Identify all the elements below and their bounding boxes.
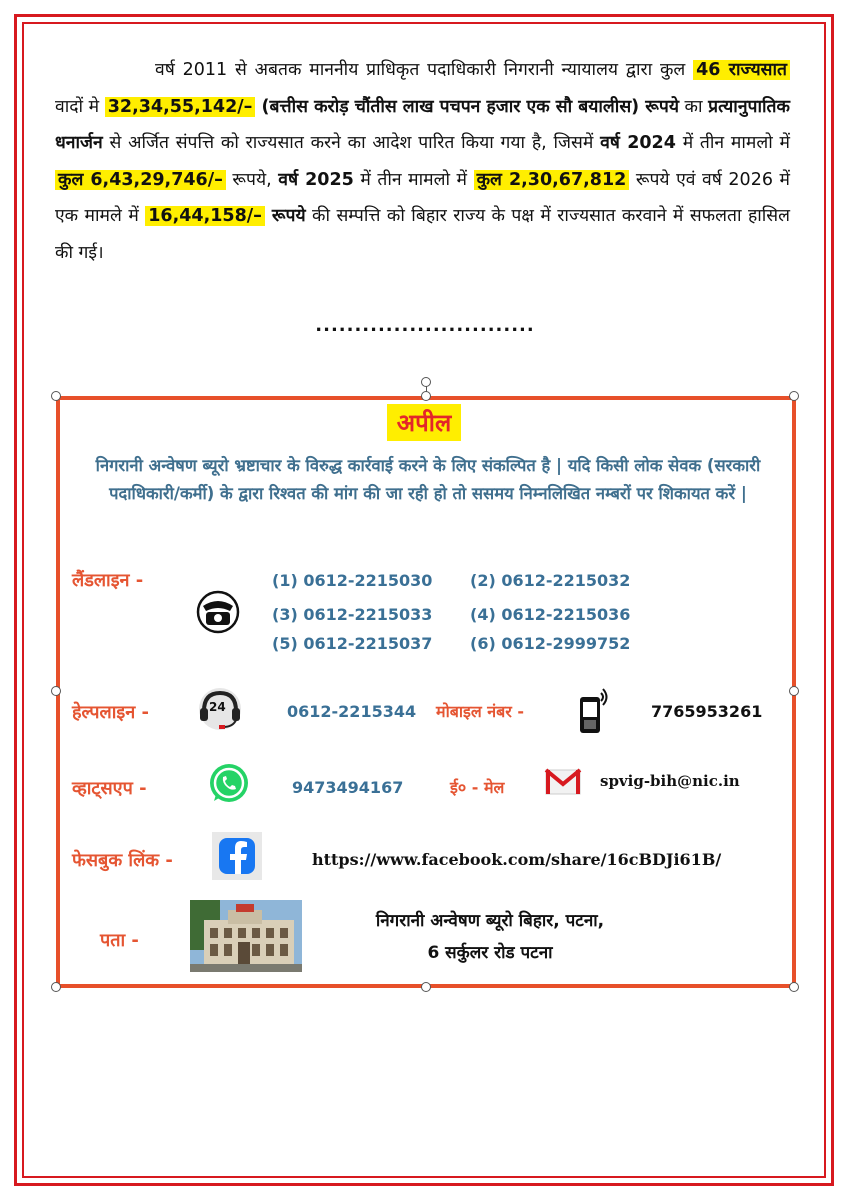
para-text-4: से अर्जित संपत्ति को राज्यसात करने का आदेश पारित किया गया है, जिसमें (102, 133, 601, 153)
whatsapp-icon (205, 760, 253, 808)
para-text-8: रूपये एवं वर्ष 2026 में एक मामले में (55, 169, 790, 226)
address-label: पता - (100, 930, 139, 951)
resize-handle-top-left[interactable] (51, 391, 61, 401)
appeal-description: निगरानी अन्वेषण ब्यूरो भ्रष्टाचार के विरुद्ध कार्रवाई करने के लिए संकल्पित है | यदि किसी लोक सेवक (सरकारी पदाधिकारी/कर्मी) के द्वारा रिश्वत की मांग की जा रही हो तो ससमय निम्नलिखित नम्बरों पर शिकायत करें | (95, 456, 761, 503)
landline-number-4[interactable]: (4) 0612-2215036 (470, 605, 631, 624)
whatsapp-number[interactable]: 9473494167 (292, 778, 404, 797)
helpline-label: हेल्पलाइन - (72, 702, 149, 723)
highlight-2026-amount: 16,44,158/– (145, 206, 265, 226)
mobile-number[interactable]: 7765953261 (651, 702, 763, 721)
resize-handle-middle-right[interactable] (789, 686, 799, 696)
highlight-total-amount: 32,34,55,142/– (105, 97, 256, 117)
resize-handle-bottom-left[interactable] (51, 982, 61, 992)
main-paragraph (55, 52, 790, 271)
para-text-5: में तीन मामलो में (675, 133, 790, 153)
rotate-handle[interactable] (421, 377, 431, 387)
separator-dots: ............................ (315, 315, 535, 336)
amount-in-words: (बत्तीस करोड़ चौंतीस लाख पचपन हजार एक सौ बयालीस) रूपये (255, 96, 679, 117)
mobile-label: मोबाइल नंबर - (436, 702, 525, 721)
para-text-3: का (678, 96, 709, 117)
resize-handle-top-middle[interactable] (421, 391, 431, 401)
resize-handle-top-right[interactable] (789, 391, 799, 401)
office-building-image (190, 900, 302, 972)
landline-label: लैंडलाइन - (72, 570, 144, 591)
facebook-label: फेसबुक लिंक - (72, 850, 173, 871)
highlight-cases-count: 46 राज्यसात (693, 60, 790, 80)
landline-number-5[interactable]: (5) 0612-2215037 (272, 634, 433, 653)
landline-number-2[interactable]: (2) 0612-2215032 (470, 571, 631, 590)
landline-number-1[interactable]: (1) 0612-2215030 (272, 571, 433, 590)
resize-handle-bottom-middle[interactable] (421, 982, 431, 992)
rupees-word: रूपये (264, 206, 306, 226)
landline-number-3[interactable]: (3) 0612-2215033 (272, 605, 433, 624)
telephone-icon (190, 588, 246, 636)
address-line-1: निगरानी अन्वेषण ब्यूरो बिहार, पटना, (375, 911, 605, 931)
gmail-icon (543, 765, 583, 797)
resize-handle-middle-left[interactable] (51, 686, 61, 696)
helpline-number[interactable]: 0612-2215344 (287, 702, 417, 721)
appeal-title: अपील (387, 404, 461, 441)
year-2025: वर्ष 2025 (278, 169, 354, 190)
resize-handle-bottom-right[interactable] (789, 982, 799, 992)
year-2024: वर्ष 2024 (600, 133, 676, 153)
disproportionate-assets-term: प्रत्यानुपातिक धनार्जन (55, 96, 790, 153)
facebook-icon (212, 832, 262, 880)
mobile-phone-icon (572, 686, 612, 738)
para-text-9: की सम्पत्ति को बिहार राज्य के पक्ष में राज्यसात करवाने में सफलता हासिल की गई। (55, 206, 791, 263)
para-text-6: रूपये, (225, 169, 279, 190)
helpline-headset-icon (192, 684, 248, 734)
para-text-7: में तीन मामलो में (353, 169, 474, 190)
helpline-24-badge: 24 (209, 700, 226, 714)
whatsapp-label: व्हाट्सएप - (72, 778, 147, 799)
email-label: ई० - मेल (450, 778, 505, 797)
para-text-2: वादों मे (55, 96, 105, 117)
highlight-2024-amount: कुल 6,43,29,746/– (55, 170, 226, 190)
landline-number-6[interactable]: (6) 0612-2999752 (470, 634, 631, 653)
address-line-2: 6 सर्कुलर रोड पटना (427, 943, 553, 963)
para-text-1: वर्ष 2011 से अबतक माननीय प्राधिकृत पदाधिकारी निगरानी न्यायालय द्वारा कुल (155, 60, 694, 80)
facebook-link[interactable]: https://www.facebook.com/share/16cBDJi61B/ (312, 850, 722, 869)
email-address[interactable]: spvig-bih@nic.in (600, 772, 740, 790)
highlight-2025-amount: कुल 2,30,67,812 (474, 170, 630, 190)
